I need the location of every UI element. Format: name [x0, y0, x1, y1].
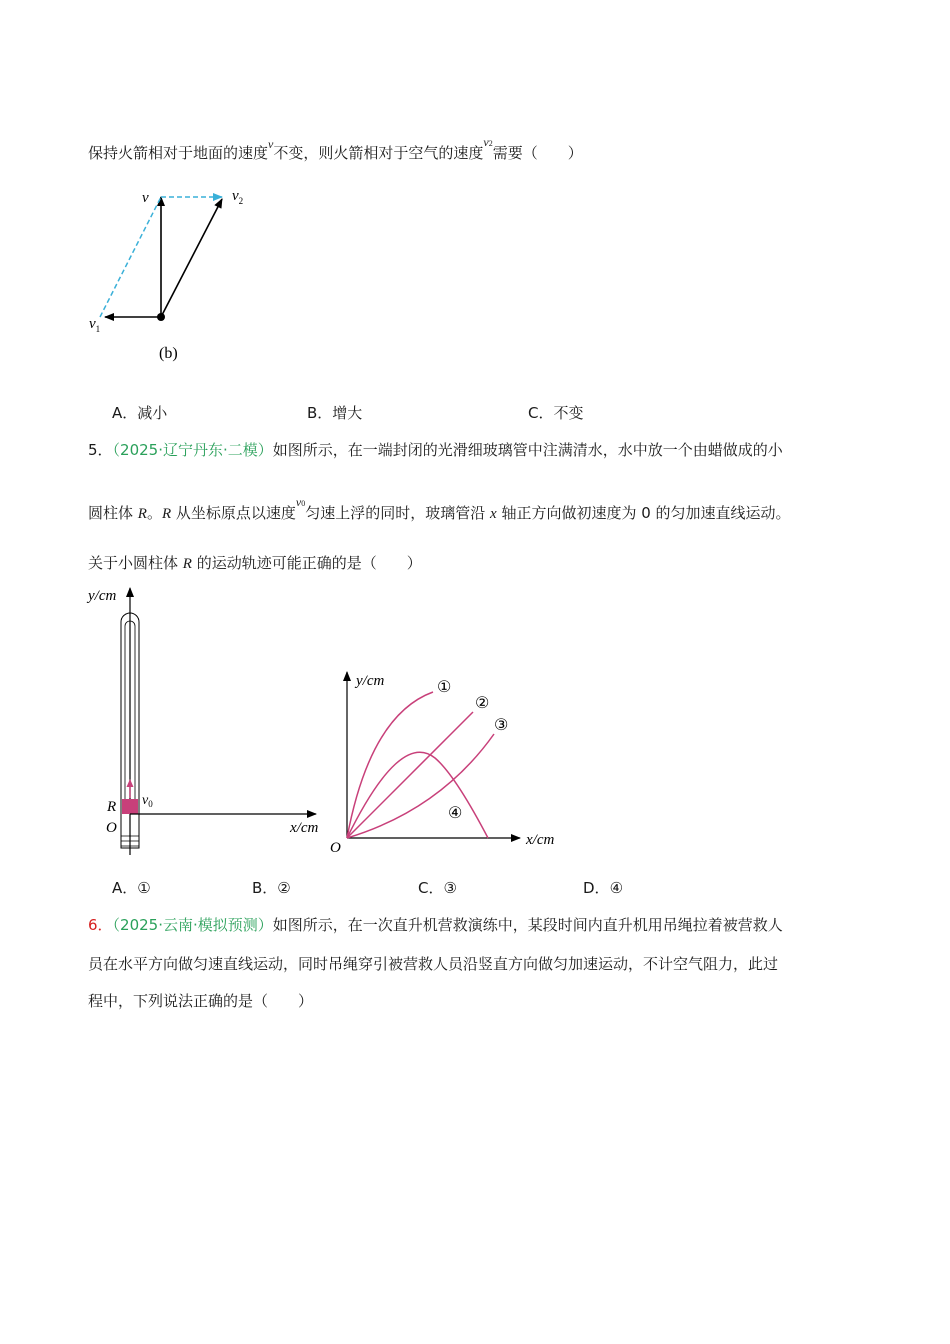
q4-option-c[interactable]: C．不变	[528, 404, 584, 422]
tube-O-label: O	[106, 820, 117, 836]
curve-label-4: ④	[448, 805, 463, 822]
figure-caption: (b)	[159, 345, 178, 362]
traj-O-label: O	[330, 840, 341, 856]
q5-line3: 关于小圆柱体 R 的运动轨迹可能正确的是（ ）	[88, 554, 422, 572]
q5-trajectory-figure	[320, 660, 580, 860]
q4-v-symbol: v	[268, 137, 274, 151]
curve-label-1: ①	[437, 679, 452, 696]
wax-cylinder-R	[122, 799, 138, 814]
q5-line2: 圆柱体 R。R 从坐标原点以速度$^{v0}$匀速上浮的同时，玻璃管沿 x 轴正方向做初速度为 0 的匀加速直线运动。	[88, 495, 791, 522]
q5-v0-symbol: v0	[295, 495, 306, 509]
curve-3	[347, 734, 494, 838]
q6-number: 6．	[88, 916, 113, 934]
q5-option-b[interactable]: B．②	[252, 879, 291, 897]
q4-vector-figure	[80, 180, 280, 360]
tube-R-label: R	[107, 799, 117, 815]
q6-line2: 员在水平方向做匀速直线运动，同时吊绳穿引被营救人员沿竖直方向做匀加速运动，不计空气阻力，此过	[88, 955, 779, 973]
q6-line1: 6．（2025·云南·模拟预测）如图所示，在一次直升机营救演练中，某段时间内直升机用吊绳拉着被营救人	[88, 916, 783, 934]
q5-number: 5．	[88, 441, 113, 459]
q5-option-a[interactable]: A．①	[112, 879, 151, 897]
curve-label-3: ③	[494, 717, 509, 734]
dashed-left	[100, 197, 161, 317]
label-v1: $v_1$	[89, 316, 101, 334]
q6-source: （2025·云南·模拟预测）	[112, 916, 273, 934]
tube-x-label: x/cm	[290, 820, 319, 836]
label-v: v	[142, 190, 149, 206]
tube-v0-label: $v_0$	[142, 793, 153, 809]
q4-option-b[interactable]: B．增大	[307, 404, 363, 422]
vector-v2	[161, 199, 222, 317]
traj-y-label: y/cm	[356, 673, 385, 689]
q4-stem	[88, 135, 583, 166]
q6-line3: 程中，下列说法正确的是（ ）	[88, 992, 314, 1010]
traj-x-label: x/cm	[526, 832, 555, 848]
q4-stem-b: 不变，则火箭相对于空气的速度	[273, 144, 484, 162]
q4-option-a[interactable]: A．减小	[112, 404, 168, 422]
q5-source: （2025·辽宁丹东·二模）	[112, 441, 273, 459]
q5-line1: 5．（2025·辽宁丹东·二模）如图所示，在一端封闭的光滑细玻璃管中注满清水，水中放一个由蜡做成的小	[88, 441, 783, 459]
q4-stem-c: 需要（ ）	[492, 144, 583, 162]
tube-y-label: y/cm	[88, 588, 117, 604]
q4-stem-a: 保持火箭相对于地面的速度	[88, 144, 269, 162]
label-v2: $v_2$	[232, 188, 244, 206]
curve-label-2: ②	[475, 695, 490, 712]
q5-tube-figure	[80, 580, 340, 860]
q5-option-d[interactable]: D．④	[583, 879, 624, 897]
q5-option-c[interactable]: C．③	[418, 879, 457, 897]
q4-v2-symbol: v2	[483, 135, 493, 149]
origin-dot	[157, 313, 165, 321]
